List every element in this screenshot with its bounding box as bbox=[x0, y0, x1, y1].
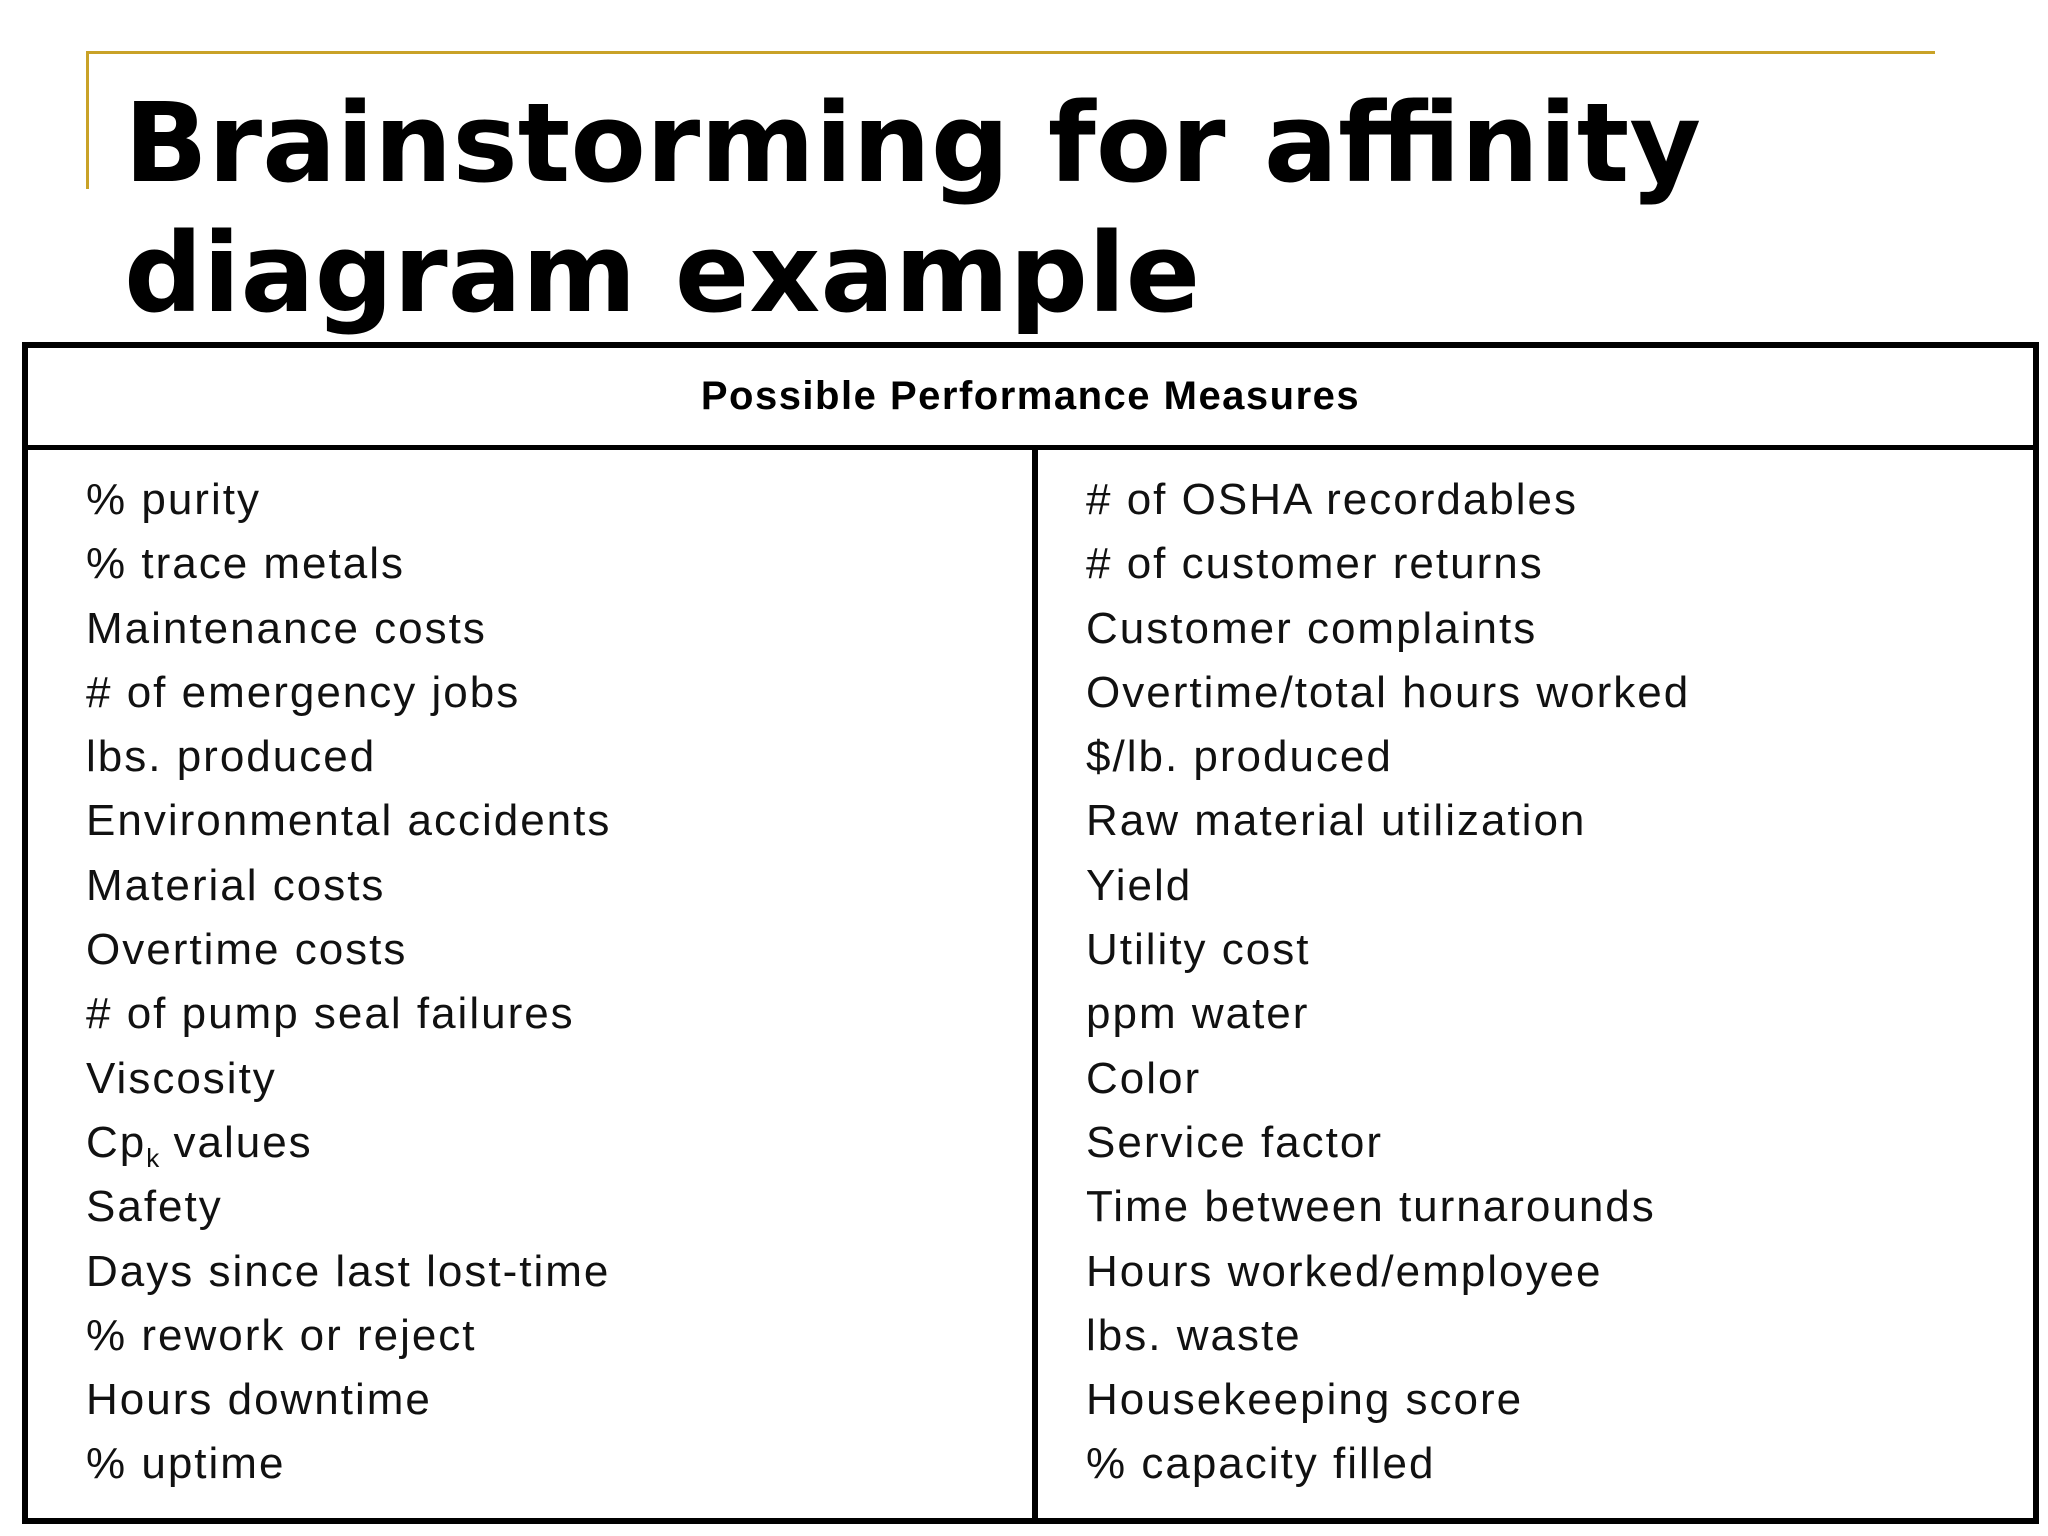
measure-item: # of emergency jobs bbox=[86, 667, 521, 717]
title-accent-bar bbox=[86, 51, 89, 189]
measure-item: # of customer returns bbox=[1086, 539, 1544, 589]
measure-item: % purity bbox=[86, 475, 261, 524]
measure-item-rest: values bbox=[159, 1117, 313, 1167]
left-measures-column bbox=[86, 468, 611, 1497]
measure-item: Hours worked/employee bbox=[1086, 1246, 1603, 1296]
measure-item: Viscosity bbox=[86, 1053, 277, 1103]
measure-item: Raw material utilization bbox=[1086, 796, 1587, 846]
measure-item: Service factor bbox=[1086, 1117, 1383, 1167]
right-measures-column bbox=[1086, 468, 1690, 1497]
measure-item: Overtime costs bbox=[86, 925, 408, 975]
measure-item: % trace metals bbox=[86, 539, 405, 589]
performance-measures-table bbox=[22, 342, 2039, 1524]
title-accent-line bbox=[86, 51, 1935, 54]
measure-item: ppm water bbox=[1086, 989, 1310, 1039]
measure-item: Yield bbox=[1086, 860, 1193, 910]
measure-item: # of OSHA recordables bbox=[1086, 475, 1579, 524]
measure-item: lbs. produced bbox=[86, 732, 377, 782]
measure-item: Maintenance costs bbox=[86, 603, 487, 653]
measure-item: Hours downtime bbox=[86, 1375, 432, 1425]
table-header: Possible Performance Measures bbox=[28, 348, 2033, 450]
measure-item-base: Cp bbox=[86, 1117, 147, 1167]
measure-item: Utility cost bbox=[1086, 925, 1311, 975]
measure-item: % capacity filled bbox=[1086, 1439, 1436, 1489]
slide-title: Brainstorming for affinity diagram example bbox=[124, 79, 1702, 337]
measure-item: lbs. waste bbox=[1086, 1310, 1302, 1360]
measure-item: Overtime/total hours worked bbox=[1086, 667, 1691, 717]
measure-item bbox=[86, 1111, 611, 1175]
measure-item: Customer complaints bbox=[1086, 603, 1538, 653]
measure-item: Safety bbox=[86, 1182, 223, 1232]
measure-item: Color bbox=[1086, 1053, 1202, 1103]
measure-item: Time between turnarounds bbox=[1086, 1182, 1656, 1232]
measure-item: Days since last lost-time bbox=[86, 1246, 611, 1296]
measure-item: # of pump seal failures bbox=[86, 989, 575, 1039]
measure-item: Material costs bbox=[86, 860, 386, 910]
measure-item: $/lb. produced bbox=[1086, 732, 1393, 782]
measure-item: Housekeeping score bbox=[1086, 1375, 1524, 1425]
measure-item: Environmental accidents bbox=[86, 796, 612, 846]
measure-item-subscript: k bbox=[146, 1142, 160, 1173]
column-divider bbox=[1032, 450, 1038, 1518]
measure-item: % rework or reject bbox=[86, 1310, 477, 1360]
measure-item: % uptime bbox=[86, 1439, 286, 1489]
